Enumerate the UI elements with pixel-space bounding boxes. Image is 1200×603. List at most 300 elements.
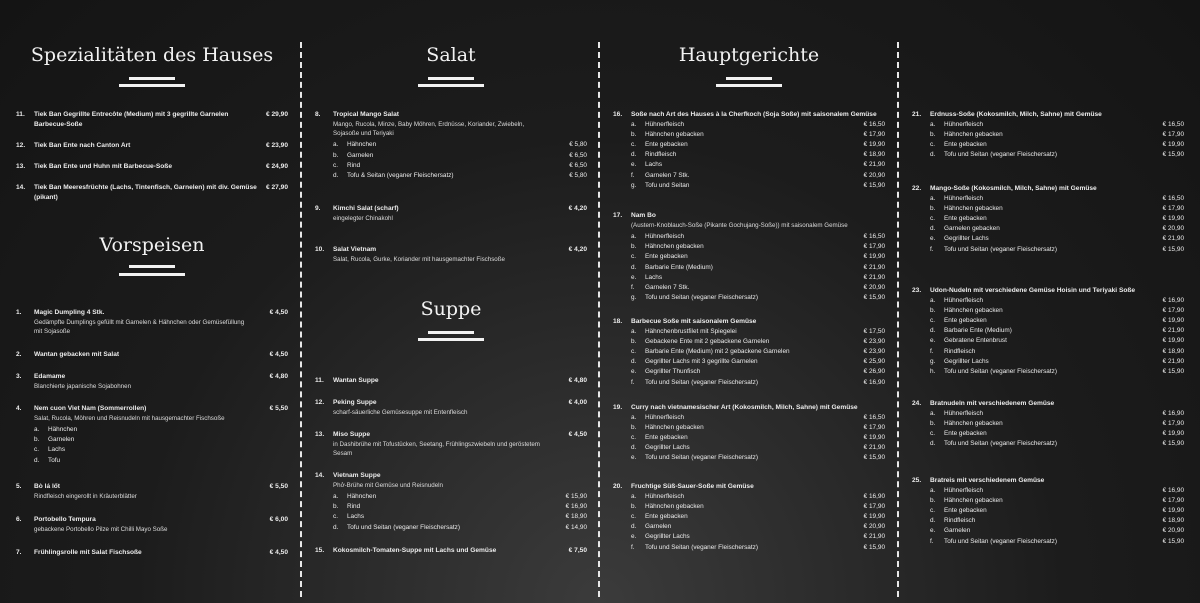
- item-price: € 4,50: [269, 309, 288, 316]
- menu-item-header: [912, 110, 1184, 120]
- variant-price: € 18,90: [565, 513, 587, 521]
- variant-price: € 5,80: [569, 172, 587, 180]
- menu-item: [912, 286, 1184, 377]
- item-variant: [912, 496, 1184, 506]
- menu-item-header: [16, 372, 288, 382]
- item-description: scharf-säuerliche Gemüsesuppe mit Entenfleisch: [333, 408, 468, 416]
- variant-name: Garnelen 7 Stk.: [645, 284, 690, 292]
- menu-item: [16, 515, 288, 534]
- variant-price: € 14,90: [565, 523, 587, 531]
- item-name: Tiek Ban Ente und Huhn mit Barbecue-Soße: [34, 163, 172, 170]
- variant-name: Tofu und Seitan: [645, 181, 690, 189]
- variant-name: Ente gebacken: [944, 317, 987, 324]
- item-variant: [912, 367, 1184, 377]
- item-variant: [613, 357, 885, 367]
- item-name: Bò lá lốt: [34, 483, 61, 490]
- variant-price: € 19,90: [863, 141, 885, 148]
- variant-letter: e.: [631, 454, 637, 462]
- menu-item: [315, 110, 587, 181]
- variant-price: € 21,90: [863, 263, 885, 271]
- item-number: 15.: [315, 547, 325, 554]
- item-description: Phở-Brühe mit Gemüse und Reisnudeln: [333, 481, 443, 489]
- item-name: Kimchi Salat (scharf): [333, 205, 399, 212]
- heading-underline: [129, 265, 175, 268]
- variant-name: Lachs: [347, 513, 365, 521]
- item-description: Salat, Rucola, Möhren und Reisnudeln mit hausgemachter Fischsoße: [34, 414, 225, 422]
- variant-letter: d.: [631, 444, 637, 452]
- heading-underline: [119, 84, 185, 87]
- variant-name: Gegrillter Lachs: [645, 533, 690, 541]
- variant-letter: d.: [631, 523, 637, 531]
- menu-item: [315, 471, 587, 533]
- variant-price: € 18,90: [1162, 347, 1184, 355]
- variant-name: Hähnchenbrustfilet mit Spiegelei: [645, 327, 737, 335]
- variant-letter: d.: [930, 327, 936, 335]
- menu-item-header: [315, 430, 587, 440]
- variant-price: € 25,90: [863, 358, 885, 366]
- item-name: Barbecue Soße mit saisonalem Gemüse: [631, 318, 757, 325]
- item-variant: [912, 140, 1184, 150]
- item-variant: [912, 214, 1184, 224]
- variant-letter: a.: [631, 120, 637, 128]
- variant-price: € 15,90: [1162, 245, 1184, 253]
- variant-letter: c.: [631, 434, 636, 441]
- item-variant: [315, 161, 587, 171]
- menu-item: [613, 211, 885, 303]
- menu-item: [16, 110, 288, 129]
- variant-letter: e.: [930, 337, 936, 345]
- item-description: in Dashibrühe mit Tofustücken, Seetang, Frühlingszwiebeln und geröstetem Sesam: [333, 440, 540, 457]
- variant-name: Tofu und Seitan (veganer Fleischersatz): [944, 151, 1057, 159]
- variant-name: Ente gebacken: [645, 253, 688, 261]
- item-name: Frühlingsrolle mit Salat Fischsoße: [34, 549, 142, 556]
- variant-price: € 17,90: [1162, 130, 1184, 138]
- variant-letter: a.: [930, 194, 936, 202]
- variant-letter: c.: [930, 430, 935, 437]
- menu-item: [613, 317, 885, 388]
- variant-price: € 15,90: [565, 493, 587, 500]
- variant-name: Tofu: [48, 456, 61, 464]
- item-variant: [912, 486, 1184, 496]
- item-number: 25.: [912, 477, 922, 484]
- item-description: gebackene Portobello Pilze mit Chilli Mayo Soße: [34, 525, 168, 533]
- variant-name: Hühnerfleisch: [944, 486, 984, 494]
- variant-letter: a.: [631, 492, 637, 500]
- variant-letter: h.: [930, 368, 936, 376]
- item-variant: [613, 263, 885, 273]
- variant-name: Garnelen: [645, 523, 672, 531]
- menu-item-header: [912, 399, 1184, 409]
- item-number: 18.: [613, 318, 623, 325]
- variant-price: € 15,90: [863, 181, 885, 189]
- variant-name: Lachs: [645, 161, 663, 169]
- variant-letter: a.: [631, 327, 637, 335]
- section-heading-spezialitaeten: Spezialitäten des Hauses: [30, 44, 274, 66]
- item-description: (Austern-Knoblauch-Soße (Pikante Gochujang-Soße)) mit saisonalem Gemüse: [631, 221, 848, 229]
- section-heading-suppe: Suppe: [420, 298, 482, 320]
- variant-name: Gegrillter Thunfisch: [645, 368, 701, 376]
- variant-letter: f.: [631, 378, 635, 386]
- variant-name: Barbarie Ente (Medium): [944, 327, 1012, 335]
- section-heading-hauptgerichte: Hauptgerichte: [678, 44, 820, 66]
- variant-price: € 15,90: [1162, 440, 1184, 448]
- variant-name: Ente gebacken: [944, 507, 987, 514]
- item-name: Magic Dumpling 4 Stk.: [34, 309, 105, 316]
- item-number: 13.: [315, 431, 325, 438]
- variant-name: Hühnerfleisch: [944, 296, 984, 304]
- variant-name: Hähnchen gebacken: [944, 419, 1003, 427]
- item-price: € 4,50: [269, 351, 288, 358]
- item-number: 20.: [613, 483, 623, 490]
- item-number: 6.: [16, 516, 22, 523]
- item-variant: [912, 120, 1184, 130]
- item-name: Miso Suppe: [333, 431, 370, 438]
- item-number: 8.: [315, 111, 321, 118]
- heading-underline: [726, 77, 772, 80]
- variant-name: Hähnchen gebacken: [645, 502, 704, 510]
- item-price: € 23,90: [266, 142, 288, 149]
- item-number: 11.: [315, 377, 324, 384]
- item-price: € 4,20: [568, 205, 587, 212]
- item-number: 14.: [16, 184, 26, 191]
- item-variant: [912, 326, 1184, 336]
- variant-name: Hühnerfleisch: [944, 194, 984, 202]
- item-number: 12.: [315, 399, 325, 406]
- variant-price: € 17,90: [863, 243, 885, 251]
- item-price: € 5,50: [269, 483, 288, 490]
- variant-letter: a.: [34, 426, 40, 433]
- item-variant: [912, 506, 1184, 516]
- variant-price: € 20,90: [863, 523, 885, 531]
- item-variant: [613, 443, 885, 453]
- variant-letter: d.: [930, 225, 936, 233]
- column-divider: [598, 42, 600, 597]
- menu-item-header: [16, 548, 288, 558]
- variant-name: Hühnerfleisch: [645, 120, 685, 128]
- item-price: € 6,00: [269, 516, 288, 523]
- variant-letter: b.: [333, 151, 339, 159]
- item-number: 24.: [912, 400, 922, 407]
- item-number: 17.: [613, 212, 623, 219]
- item-name: Edamame: [34, 373, 66, 380]
- variant-price: € 19,90: [1162, 430, 1184, 437]
- item-number: 13.: [16, 163, 26, 170]
- heading-underline: [428, 331, 474, 334]
- item-variant: [613, 492, 885, 502]
- item-variant: [613, 171, 885, 181]
- column-divider: [897, 42, 899, 597]
- variant-name: Ente gebacken: [645, 434, 688, 441]
- item-variant: [912, 245, 1184, 255]
- menu-item: [613, 403, 885, 464]
- item-description: Mango, Rucola, Minze, Baby Möhren, Erdnüsse, Koriander, Zwiebeln, Sojasoße und Teriyaki: [333, 120, 525, 137]
- menu-item-header: [16, 308, 288, 318]
- item-variant: [613, 160, 885, 170]
- item-name: Curry nach vietnamesischer Art (Kokosmilch, Milch, Sahne) mit Gemüse: [631, 404, 858, 411]
- item-number: 2.: [16, 351, 22, 358]
- menu-item-header: [315, 376, 587, 386]
- item-number: 4.: [16, 405, 22, 412]
- menu-item: [315, 546, 587, 556]
- item-price: € 4,80: [568, 377, 587, 384]
- item-variant: [613, 327, 885, 337]
- variant-price: € 15,90: [863, 294, 885, 302]
- variant-letter: b.: [631, 130, 637, 138]
- variant-price: € 16,50: [1162, 120, 1184, 128]
- variant-name: Rindfleisch: [944, 347, 976, 355]
- variant-name: Garnelen gebacken: [944, 225, 1000, 233]
- variant-letter: f.: [631, 171, 635, 179]
- item-variant: [613, 181, 885, 191]
- variant-letter: d.: [930, 151, 936, 159]
- variant-name: Gebackene Ente mit 2 gebackene Garnelen: [645, 337, 770, 345]
- variant-name: Tofu und Seitan (veganer Fleischersatz): [645, 294, 758, 302]
- menu-item: [16, 350, 288, 360]
- variant-name: Gegrillter Lachs: [944, 357, 989, 365]
- item-variant: [912, 234, 1184, 244]
- menu-item-header: [613, 317, 885, 327]
- variant-name: Barbarie Ente (Medium) mit 2 gebackene Garnelen: [645, 348, 790, 355]
- variant-letter: d.: [631, 358, 637, 366]
- menu-item: [912, 476, 1184, 547]
- variant-price: € 19,90: [863, 434, 885, 441]
- variant-price: € 16,90: [1162, 486, 1184, 494]
- variant-price: € 17,50: [863, 327, 885, 335]
- item-variant: [912, 204, 1184, 214]
- item-variant: [912, 419, 1184, 429]
- menu-item: [315, 245, 587, 264]
- variant-letter: c.: [333, 161, 338, 169]
- item-variant: [912, 224, 1184, 234]
- variant-letter: a.: [930, 296, 936, 304]
- menu-item-header: [912, 184, 1184, 194]
- menu-item-header: [912, 476, 1184, 486]
- menu-item-header: [16, 482, 288, 492]
- item-description: eingelegter Chinakohl: [333, 214, 393, 222]
- menu-item-header: [613, 110, 885, 120]
- variant-price: € 16,90: [565, 503, 587, 511]
- item-variant: [912, 357, 1184, 367]
- variant-letter: a.: [930, 486, 936, 494]
- variant-letter: d.: [333, 523, 339, 531]
- item-variant: [912, 150, 1184, 160]
- item-price: € 5,50: [269, 405, 288, 412]
- variant-name: Ente gebacken: [944, 430, 987, 437]
- item-variant: [613, 150, 885, 160]
- variant-letter: d.: [631, 151, 637, 159]
- variant-letter: f.: [930, 537, 934, 545]
- item-variant: [315, 151, 587, 161]
- menu-item-header: [16, 515, 288, 525]
- item-name: Vietnam Suppe: [333, 472, 381, 479]
- item-number: 9.: [315, 205, 321, 212]
- variant-price: € 18,90: [1162, 517, 1184, 525]
- item-variant: [613, 242, 885, 252]
- variant-name: Ente gebacken: [944, 215, 987, 222]
- variant-price: € 16,90: [863, 492, 885, 500]
- variant-letter: b.: [930, 419, 936, 427]
- menu-column-3: [613, 0, 885, 603]
- variant-letter: b.: [930, 306, 936, 314]
- variant-price: € 21,90: [1162, 357, 1184, 365]
- item-name: Bratreis mit verschiedenem Gemüse: [930, 477, 1045, 484]
- variant-letter: c.: [333, 513, 338, 521]
- variant-price: € 16,50: [1162, 194, 1184, 202]
- variant-price: € 16,90: [1162, 296, 1184, 304]
- menu-item-header: [315, 398, 587, 408]
- menu-item-header: [315, 471, 587, 481]
- item-variant: [613, 453, 885, 463]
- menu-column-4: [912, 0, 1184, 603]
- variant-name: Tofu und Seitan (veganer Fleischersatz): [645, 543, 758, 551]
- menu-item: [16, 404, 288, 466]
- variant-name: Tofu und Seitan (veganer Fleischersatz): [944, 368, 1057, 376]
- menu-item: [16, 482, 288, 501]
- item-name: Wantan Suppe: [333, 377, 379, 384]
- item-variant: [613, 232, 885, 242]
- variant-price: € 19,90: [863, 253, 885, 261]
- variant-price: € 23,90: [863, 348, 885, 355]
- variant-name: Hühnerfleisch: [645, 413, 685, 421]
- variant-letter: a.: [333, 141, 339, 149]
- variant-price: € 21,90: [1162, 327, 1184, 335]
- menu-item-header: [16, 110, 288, 129]
- menu-item-header: [16, 141, 288, 151]
- variant-price: € 20,90: [1162, 527, 1184, 535]
- variant-name: Tofu und Seitan (veganer Fleischersatz): [944, 245, 1057, 253]
- variant-name: Gegrillter Lachs: [944, 235, 989, 243]
- variant-price: € 15,90: [863, 543, 885, 551]
- variant-name: Hühnerfleisch: [645, 233, 685, 240]
- item-variant: [912, 537, 1184, 547]
- variant-letter: f.: [631, 543, 635, 551]
- variant-letter: b.: [631, 337, 637, 345]
- item-variant: [613, 252, 885, 262]
- variant-price: € 15,90: [1162, 537, 1184, 545]
- variant-name: Hähnchen gebacken: [944, 204, 1003, 212]
- menu-column-1: [16, 0, 288, 603]
- variant-name: Tofu & Seitan (veganer Fleischersatz): [347, 172, 454, 180]
- variant-name: Garnelen: [944, 527, 971, 535]
- item-number: 7.: [16, 549, 22, 556]
- section-heading-vorspeisen: Vorspeisen: [99, 234, 205, 256]
- variant-name: Hähnchen gebacken: [944, 496, 1003, 504]
- item-variant: [613, 433, 885, 443]
- variant-name: Tofu und Seitan (veganer Fleischersatz): [645, 378, 758, 386]
- variant-price: € 16,90: [1162, 409, 1184, 417]
- item-price: € 29,90: [266, 111, 288, 118]
- menu-item-header: [16, 350, 288, 360]
- variant-letter: d.: [34, 456, 40, 464]
- variant-letter: c.: [631, 348, 636, 355]
- variant-letter: e.: [631, 368, 637, 376]
- variant-letter: c.: [930, 317, 935, 324]
- variant-price: € 21,90: [863, 273, 885, 281]
- variant-price: € 17,90: [1162, 419, 1184, 427]
- item-name: Tiek Ban Gegrillte Entrecôte (Medium) mit 3 gegrillte Garnelen Barbecue-Soße: [34, 111, 229, 128]
- item-name: Tiek Ban Ente nach Canton Art: [34, 142, 131, 149]
- variant-letter: a.: [930, 120, 936, 128]
- menu-item-header: [613, 211, 885, 221]
- menu-item: [16, 183, 288, 202]
- item-variant: [912, 296, 1184, 306]
- item-variant: [912, 409, 1184, 419]
- variant-price: € 17,90: [1162, 204, 1184, 212]
- menu-item-header: [16, 183, 288, 202]
- column-divider: [300, 42, 302, 597]
- item-name: Nam Bo: [631, 212, 656, 219]
- menu-item-header: [315, 204, 587, 214]
- item-variant: [16, 456, 288, 466]
- item-name: Kokosmilch-Tomaten-Suppe mit Lachs und Gemüse: [333, 547, 497, 554]
- item-number: 3.: [16, 373, 22, 380]
- item-variant: [613, 543, 885, 553]
- variant-letter: b.: [631, 243, 637, 251]
- item-variant: [16, 445, 288, 455]
- heading-underline: [428, 77, 474, 80]
- variant-letter: e.: [631, 161, 637, 169]
- variant-price: € 23,90: [863, 337, 885, 345]
- variant-letter: b.: [930, 496, 936, 504]
- item-name: Salat Vietnam: [333, 246, 377, 253]
- variant-price: € 21,90: [863, 444, 885, 452]
- variant-price: € 19,90: [1162, 141, 1184, 148]
- variant-letter: c.: [930, 141, 935, 148]
- heading-underline: [716, 84, 782, 87]
- variant-name: Hähnchen: [48, 426, 78, 433]
- item-variant: [912, 336, 1184, 346]
- variant-letter: d.: [930, 517, 936, 525]
- item-variant: [613, 283, 885, 293]
- variant-name: Tofu und Seitan (veganer Fleischersatz): [347, 523, 460, 531]
- menu-item-header: [315, 110, 587, 120]
- variant-letter: d.: [631, 263, 637, 271]
- variant-name: Hühnerfleisch: [645, 492, 685, 500]
- item-variant: [912, 194, 1184, 204]
- menu-item-header: [613, 482, 885, 492]
- item-variant: [315, 523, 587, 533]
- variant-price: € 6,50: [569, 151, 587, 159]
- variant-letter: f.: [631, 284, 635, 292]
- variant-letter: c.: [631, 253, 636, 261]
- variant-letter: c.: [631, 141, 636, 148]
- variant-name: Garnelen: [48, 436, 75, 444]
- item-name: Udon-Nudeln mit verschiedene Gemüse Hoisin und Teriyaki Soße: [930, 287, 1136, 294]
- menu-item-header: [912, 286, 1184, 296]
- menu-item: [613, 110, 885, 191]
- variant-price: € 26,90: [863, 368, 885, 376]
- item-variant: [912, 516, 1184, 526]
- item-variant: [613, 522, 885, 532]
- variant-price: € 19,90: [863, 513, 885, 520]
- item-variant: [613, 293, 885, 303]
- menu-item: [912, 399, 1184, 449]
- item-price: € 4,50: [568, 431, 587, 438]
- item-description: Gedämpfte Dumplings gefüllt mit Garnelen & Hähnchen oder Gemüsefüllung mit Sojasoße: [34, 318, 245, 335]
- item-price: € 4,80: [269, 373, 288, 380]
- variant-price: € 21,90: [863, 533, 885, 541]
- variant-letter: d.: [930, 440, 936, 448]
- variant-letter: b.: [930, 204, 936, 212]
- heading-underline: [418, 84, 484, 87]
- menu-item: [16, 372, 288, 391]
- menu-item: [613, 482, 885, 553]
- variant-letter: c.: [930, 507, 935, 514]
- item-number: 10.: [315, 246, 325, 253]
- item-variant: [613, 512, 885, 522]
- variant-price: € 16,50: [863, 233, 885, 240]
- item-variant: [16, 435, 288, 445]
